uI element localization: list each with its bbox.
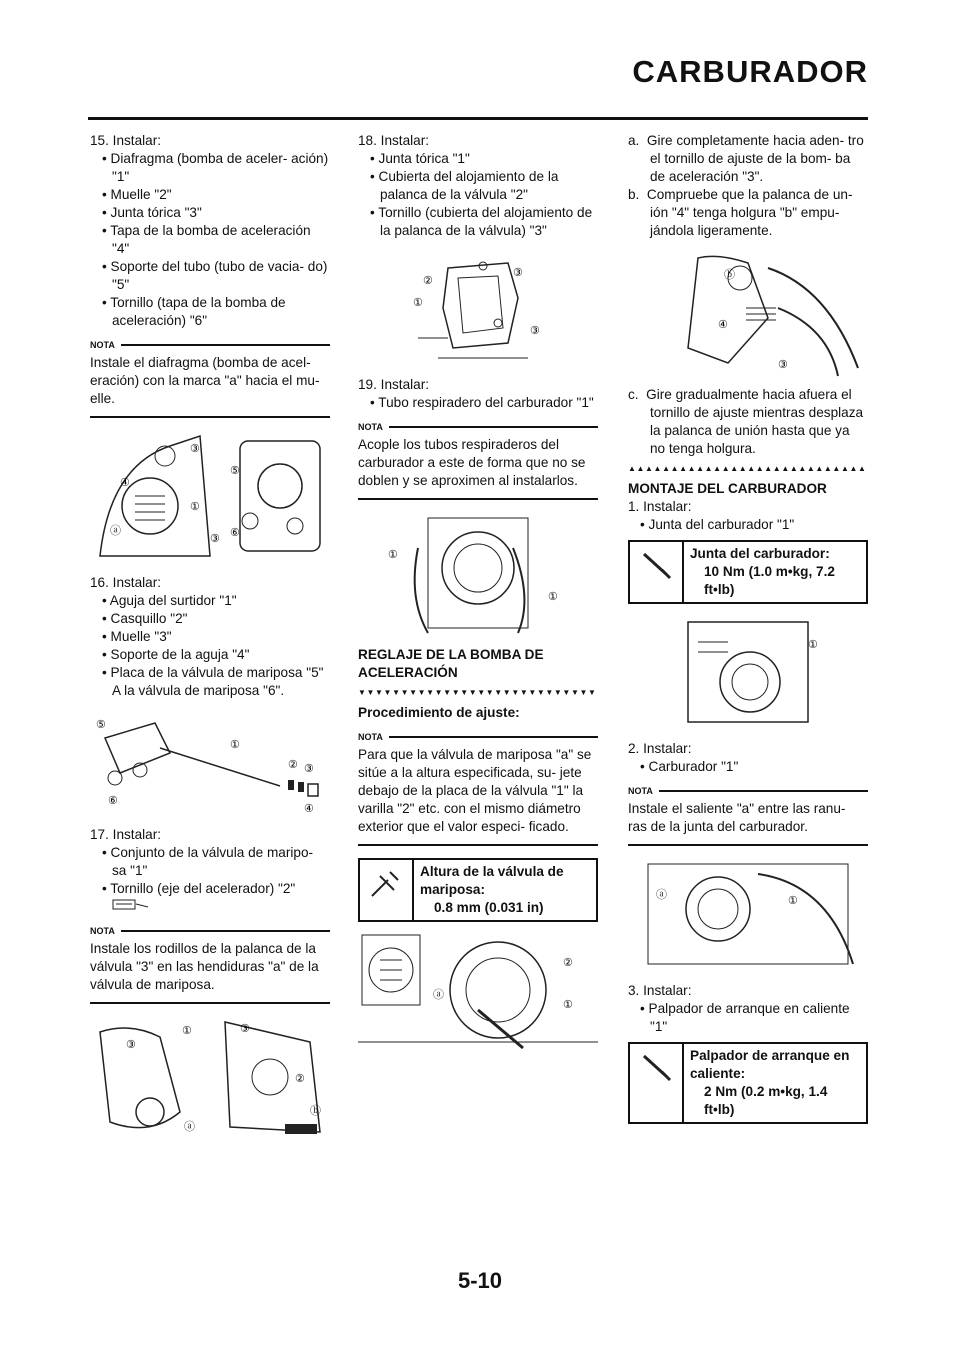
step-15-item-3: • Junta tórica "3" [102,204,330,222]
spec1-label: Junta del carburador: [690,546,830,561]
nota-procedure [358,728,598,846]
svg-text:ⓐ: ⓐ [110,525,121,537]
step-18-head: 18. Instalar: [358,133,430,148]
svg-text:②: ② [288,759,298,771]
svg-text:②: ② [563,957,573,969]
spec-label: Altura de la válvula de mariposa: [420,864,564,897]
m3-item-1: • Palpador de arranque en caliente "1" [640,1000,868,1036]
step-a-text: Gire completamente hacia aden- tro el tornillo de ajuste de la bom- ba de aceleración "3". [646,133,864,184]
step-17-head: 17. Instalar: [90,827,162,842]
figure-valve-height [358,930,598,1060]
page-number: 5-10 [457,1268,503,1293]
step-16-item-1: • Aguja del surtidor "1" [102,592,330,610]
column-2 [358,132,598,1068]
figure-diaphragm [90,426,330,566]
m3-head: 3. Instalar: [628,983,692,998]
step-18-item-2: • Cubierta del alojamiento de la palanca de la válvula "2" [370,168,598,204]
step-a-letter: a. [628,133,640,148]
step-16-item-2: • Casquillo "2" [102,610,330,628]
figure-carb-gasket [628,612,868,732]
step-18-item-3: • Tornillo (cubierta del alojamiento de la palanca de la válvula) "3" [370,204,598,240]
svg-text:②: ② [423,275,433,287]
nota-17-text: Instale los rodillos de la palanca de la válvula "3" en las hendiduras "a" de la válvula de mariposa. [90,941,319,992]
svg-text:④: ④ [120,477,130,489]
spec-hot-start-torque [628,1042,868,1124]
procedure-heading: Procedimiento de ajuste: [358,705,520,720]
svg-text:ⓐ: ⓐ [184,1121,195,1133]
m2-item-1: • Carburador "1" [640,758,868,776]
section-montaje: MONTAJE DEL CARBURADOR [628,481,827,496]
svg-text:⑤: ⑤ [96,719,106,731]
column-3 [628,132,868,1130]
svg-text:①: ① [563,999,573,1011]
nota-label: NOTA [90,340,115,350]
step-18-item-1: • Junta tórica "1" [370,150,598,168]
figure-breather-hoses [358,508,598,638]
spec-value: 0.8 mm (0.031 in) [434,900,544,915]
svg-text:③: ③ [530,325,540,337]
step-15-item-1: • Diafragma (bomba de aceler- ación) "1" [102,150,330,186]
svg-text:①: ① [388,549,398,561]
svg-text:⑥: ⑥ [230,527,240,539]
spec1-value: 10 Nm (1.0 m•kg, 7.2 ft•lb) [704,564,835,597]
step-15-item-6: • Tornillo (tapa de la bomba de aceleración) "6" [102,294,330,330]
svg-text:③: ③ [210,533,220,545]
nota-15 [90,336,330,418]
step-b-letter: b. [628,187,640,202]
svg-text:⑥: ⑥ [108,795,118,807]
svg-text:⑤: ⑤ [230,465,240,477]
nota-m2-text: Instale el saliente "a" entre las ranu- ras de la junta del carburador. [628,801,846,834]
svg-text:②: ② [295,1073,305,1085]
title-rule [88,117,868,120]
svg-text:ⓑ: ⓑ [724,269,735,281]
step-16-extra: A la válvula de mariposa "6". [112,683,285,698]
step-19-head: 19. Instalar: [358,377,430,392]
svg-text:①: ① [548,591,558,603]
step-16-item-3: • Muelle "3" [102,628,330,646]
svg-text:①: ① [190,501,200,513]
svg-text:①: ① [230,739,240,751]
nota-label: NOTA [358,422,383,432]
spec-gasket-torque [628,540,868,604]
section-accel-pump: REGLAJE DE LA BOMBA DE ACELERACIÓN [358,647,544,680]
nota-19 [358,418,598,500]
nota-label: NOTA [628,786,653,796]
triangle-divider-up: ▲▲▲▲▲▲▲▲▲▲▲▲▲▲▲▲▲▲▲▲▲▲▲▲▲▲▲▲ [628,464,867,473]
svg-text:ⓑ: ⓑ [310,1105,321,1117]
svg-text:③: ③ [190,443,200,455]
page-title: CARBURADOR [632,54,868,89]
measure-icon [360,860,414,920]
m1-head: 1. Instalar: [628,499,692,514]
svg-text:④: ④ [304,803,314,815]
step-19-item-1: • Tubo respiradero del carburador "1" [370,394,598,412]
step-17-item-1: • Conjunto de la válvula de maripo- sa "1" [102,844,330,880]
step-16-head: 16. Instalar: [90,575,162,590]
step-15-item-2: • Muelle "2" [102,186,330,204]
step-a [628,132,868,186]
figure-carb-install [628,854,868,974]
step-15-item-4: • Tapa de la bomba de aceleración "4" [102,222,330,258]
nota-m2 [628,782,868,846]
step-c-letter: c. [628,387,639,402]
svg-text:③: ③ [126,1039,136,1051]
nota-15-text: Instale el diafragma (bomba de acel- eración) con la marca "a" hacia el mu- elle. [90,355,320,406]
svg-text:③: ③ [304,763,314,775]
wrench-icon [90,898,330,916]
column-1 [90,132,330,1150]
svg-text:①: ① [413,297,423,309]
svg-text:①: ① [788,895,798,907]
svg-text:①: ① [182,1025,192,1037]
step-b-text: Compruebe que la palanca de un- ión "4" tenga holgura "b" empu- jándola ligeramente. [646,187,853,238]
step-17-item-2: • Tornillo (eje del acelerador) "2" [102,880,330,898]
svg-text:①: ① [808,639,818,651]
svg-text:ⓐ: ⓐ [656,889,667,901]
step-c-text: Gire gradualmente hacia afuera el tornillo de ajuste mientras desplaza la palanca de unión hasta que ya no tenga holgura. [646,387,864,456]
spec3-label: Palpador de arranque en caliente: [690,1048,850,1081]
step-c [628,386,868,458]
svg-text:③: ③ [778,359,788,371]
svg-text:③: ③ [240,1023,250,1035]
step-15-item-5: • Soporte del tubo (tubo de vacia- do) "5" [102,258,330,294]
nota-procedure-text: Para que la válvula de mariposa "a" se sitúe a la altura especificada, su- jete debajo de la placa de la válvula "1" la varilla "2" etc. con el mismo diámetro exterior que el valor especi- ficado. [358,747,592,834]
spec3-value: 2 Nm (0.2 m•kg, 1.4 ft•lb) [704,1084,828,1117]
figure-pump-adjust [628,248,868,378]
spec-valve-height [358,858,598,922]
triangle-divider: ▼▼▼▼▼▼▼▼▼▼▼▼▼▼▼▼▼▼▼▼▼▼▼▼▼▼▼▼ [358,688,597,697]
step-16-item-5: • Placa de la válvula de mariposa "5" [102,664,330,682]
figure-needle [90,708,330,818]
torque-wrench-icon [630,542,684,602]
step-16-item-4: • Soporte de la aguja "4" [102,646,330,664]
step-b [628,186,868,240]
svg-text:③: ③ [513,267,523,279]
figure-throttle-valve [90,1012,330,1142]
svg-text:ⓐ: ⓐ [433,989,444,1001]
nota-label: NOTA [90,926,115,936]
nota-17 [90,922,330,1004]
nota-label: NOTA [358,732,383,742]
step-15-head: 15. Instalar: [90,133,162,148]
figure-lever-cover [358,248,598,368]
m1-item-1: • Junta del carburador "1" [640,516,868,534]
svg-text:④: ④ [718,319,728,331]
nota-19-text: Acople los tubos respiraderos del carburador a este de forma que no se doblen y se aproximen al instalarlos. [358,437,586,488]
torque-wrench-icon [630,1044,684,1122]
m2-head: 2. Instalar: [628,741,692,756]
